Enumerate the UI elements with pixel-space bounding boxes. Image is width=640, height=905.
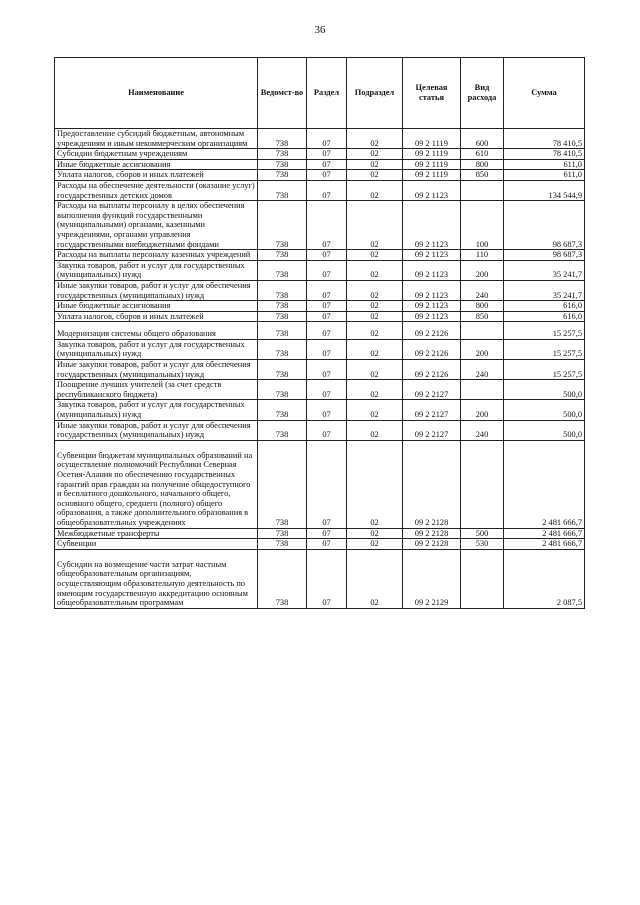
row-section: 07 — [307, 360, 347, 380]
row-target-article: 09 2 2129 — [403, 549, 461, 608]
row-expense-type: 800 — [461, 301, 504, 312]
row-amount: 78 410,5 — [504, 149, 585, 160]
row-section: 07 — [307, 380, 347, 400]
table-row — [55, 159, 585, 170]
row-name: Иные закупки товаров, работ и услуг для обеспечения государственных (муниципальных) нужд — [55, 280, 258, 300]
row-target-article: 09 2 2126 — [403, 322, 461, 340]
row-target-article: 09 2 1119 — [403, 159, 461, 170]
row-department: 738 — [258, 260, 307, 280]
row-expense-type: 500 — [461, 528, 504, 539]
row-expense-type — [461, 180, 504, 200]
row-name: Закупка товаров, работ и услуг для государственных (муниципальных) нужд — [55, 260, 258, 280]
row-name: Иные закупки товаров, работ и услуг для обеспечения государственных (муниципальных) нужд — [55, 360, 258, 380]
table-row — [55, 420, 585, 440]
row-section: 07 — [307, 339, 347, 359]
row-expense-type — [461, 549, 504, 608]
row-section: 07 — [307, 539, 347, 550]
row-target-article: 09 2 1119 — [403, 129, 461, 149]
row-subsection: 02 — [347, 339, 403, 359]
row-target-article: 09 2 2128 — [403, 539, 461, 550]
row-target-article: 09 2 2126 — [403, 360, 461, 380]
row-amount: 78 410,5 — [504, 129, 585, 149]
row-amount: 2 481 666,7 — [504, 539, 585, 550]
row-name: Уплата налогов, сборов и иных платежей — [55, 311, 258, 322]
row-subsection: 02 — [347, 260, 403, 280]
row-amount: 500,0 — [504, 380, 585, 400]
row-amount: 616,0 — [504, 301, 585, 312]
table-row — [55, 380, 585, 400]
header-subsection: Подраздел — [347, 58, 403, 129]
row-name: Расходы на выплаты персоналу в целях обеспечения выполнения функций государственными (муниципальными) органами, казенными учреждениями, органами управления государственными внебюджетными фондами — [55, 201, 258, 250]
row-section: 07 — [307, 400, 347, 420]
row-name: Субвенции — [55, 539, 258, 550]
row-expense-type: 200 — [461, 339, 504, 359]
row-section: 07 — [307, 201, 347, 250]
row-name: Закупка товаров, работ и услуг для государственных (муниципальных) нужд — [55, 339, 258, 359]
table-row — [55, 440, 585, 528]
row-department: 738 — [258, 420, 307, 440]
row-subsection: 02 — [347, 528, 403, 539]
row-department: 738 — [258, 149, 307, 160]
row-department: 738 — [258, 360, 307, 380]
row-section: 07 — [307, 420, 347, 440]
table-row — [55, 129, 585, 149]
table-row — [55, 339, 585, 359]
row-subsection: 02 — [347, 201, 403, 250]
row-section: 07 — [307, 250, 347, 261]
row-subsection: 02 — [347, 549, 403, 608]
row-expense-type: 240 — [461, 280, 504, 300]
row-amount: 2 481 666,7 — [504, 440, 585, 528]
row-subsection: 02 — [347, 170, 403, 181]
row-name: Субвенции бюджетам муниципальных образований на осуществление полномочий Республики Северная Осетия-Алания по обеспечению государственных гарантий прав граждан на получение общедоступного и бесплатного дошкольного, начального общего, основного общего, среднего (полного) общего образования, а также дополнительного образования в общеобразовательных учреждениях — [55, 440, 258, 528]
header-target-article: Целевая статья — [403, 58, 461, 129]
row-department: 738 — [258, 180, 307, 200]
row-department: 738 — [258, 250, 307, 261]
row-name: Поощрение лучших учителей (за счет средств республиканского бюджета) — [55, 380, 258, 400]
row-expense-type: 800 — [461, 159, 504, 170]
row-target-article: 09 2 2128 — [403, 528, 461, 539]
row-department: 738 — [258, 339, 307, 359]
row-expense-type: 110 — [461, 250, 504, 261]
row-amount: 98 687,3 — [504, 201, 585, 250]
row-amount: 134 544,9 — [504, 180, 585, 200]
table-row — [55, 311, 585, 322]
row-department: 738 — [258, 201, 307, 250]
row-section: 07 — [307, 180, 347, 200]
row-section: 07 — [307, 301, 347, 312]
row-amount: 500,0 — [504, 400, 585, 420]
row-amount: 2 481 666,7 — [504, 528, 585, 539]
row-subsection: 02 — [347, 380, 403, 400]
row-name: Иные бюджетные ассигнования — [55, 301, 258, 312]
row-amount: 611,0 — [504, 170, 585, 181]
row-expense-type: 100 — [461, 201, 504, 250]
row-section: 07 — [307, 280, 347, 300]
row-amount: 611,0 — [504, 159, 585, 170]
row-subsection: 02 — [347, 149, 403, 160]
row-subsection: 02 — [347, 440, 403, 528]
row-name: Межбюджетные трансферты — [55, 528, 258, 539]
page-number: 36 — [314, 24, 326, 36]
row-section: 07 — [307, 549, 347, 608]
row-section: 07 — [307, 159, 347, 170]
budget-table — [54, 57, 585, 609]
row-target-article: 09 2 2128 — [403, 440, 461, 528]
header-name: Наименование — [55, 58, 258, 129]
row-department: 738 — [258, 129, 307, 149]
row-target-article: 09 2 2127 — [403, 400, 461, 420]
row-subsection: 02 — [347, 322, 403, 340]
row-department: 738 — [258, 400, 307, 420]
row-amount: 2 087,5 — [504, 549, 585, 608]
row-subsection: 02 — [347, 159, 403, 170]
row-name: Иные бюджетные ассигнования — [55, 159, 258, 170]
row-expense-type: 200 — [461, 260, 504, 280]
table-row — [55, 180, 585, 200]
row-expense-type: 240 — [461, 420, 504, 440]
row-department: 738 — [258, 301, 307, 312]
row-expense-type: 850 — [461, 311, 504, 322]
row-target-article: 09 2 1119 — [403, 149, 461, 160]
row-subsection: 02 — [347, 360, 403, 380]
row-department: 738 — [258, 322, 307, 340]
row-department: 738 — [258, 380, 307, 400]
row-department: 738 — [258, 440, 307, 528]
table-row — [55, 201, 585, 250]
row-expense-type: 610 — [461, 149, 504, 160]
row-name: Расходы на выплаты персоналу казенных учреждений — [55, 250, 258, 261]
row-subsection: 02 — [347, 180, 403, 200]
table-row — [55, 260, 585, 280]
table-row — [55, 400, 585, 420]
row-subsection: 02 — [347, 400, 403, 420]
row-name: Субсидии бюджетным учреждениям — [55, 149, 258, 160]
row-target-article: 09 2 1123 — [403, 301, 461, 312]
header-section: Раздел — [307, 58, 347, 129]
row-target-article: 09 2 2127 — [403, 420, 461, 440]
row-target-article: 09 2 1123 — [403, 311, 461, 322]
row-amount: 15 257,5 — [504, 339, 585, 359]
row-subsection: 02 — [347, 280, 403, 300]
row-expense-type — [461, 380, 504, 400]
table-row — [55, 539, 585, 550]
row-subsection: 02 — [347, 539, 403, 550]
row-department: 738 — [258, 311, 307, 322]
row-amount: 15 257,5 — [504, 322, 585, 340]
row-name: Уплата налогов, сборов и иных платежей — [55, 170, 258, 181]
row-expense-type: 200 — [461, 400, 504, 420]
row-subsection: 02 — [347, 129, 403, 149]
row-department: 738 — [258, 280, 307, 300]
row-expense-type — [461, 322, 504, 340]
row-section: 07 — [307, 440, 347, 528]
row-target-article: 09 2 1123 — [403, 260, 461, 280]
row-amount: 15 257,5 — [504, 360, 585, 380]
header-expense-type: Вид расхода — [461, 58, 504, 129]
row-target-article: 09 2 1123 — [403, 280, 461, 300]
row-department: 738 — [258, 170, 307, 181]
row-target-article: 09 2 2126 — [403, 339, 461, 359]
row-section: 07 — [307, 311, 347, 322]
row-expense-type: 240 — [461, 360, 504, 380]
row-amount: 500,0 — [504, 420, 585, 440]
row-expense-type — [461, 440, 504, 528]
row-department: 738 — [258, 549, 307, 608]
row-department: 738 — [258, 528, 307, 539]
row-subsection: 02 — [347, 420, 403, 440]
row-name: Модернизация системы общего образования — [55, 322, 258, 340]
row-target-article: 09 2 1119 — [403, 170, 461, 181]
row-target-article: 09 2 1123 — [403, 180, 461, 200]
row-amount: 616,0 — [504, 311, 585, 322]
row-expense-type: 850 — [461, 170, 504, 181]
row-name: Предоставление субсидий бюджетным, автономным учреждениям и иным некоммерческим организациям — [55, 129, 258, 149]
table-row — [55, 322, 585, 340]
row-name: Расходы на обеспечение деятельности (оказание услуг) государственных детских домов — [55, 180, 258, 200]
row-subsection: 02 — [347, 311, 403, 322]
row-target-article: 09 2 1123 — [403, 201, 461, 250]
row-target-article: 09 2 2127 — [403, 380, 461, 400]
row-section: 07 — [307, 322, 347, 340]
row-section: 07 — [307, 260, 347, 280]
row-section: 07 — [307, 528, 347, 539]
row-name: Иные закупки товаров, работ и услуг для обеспечения государственных (муниципальных) нужд — [55, 420, 258, 440]
row-name: Закупка товаров, работ и услуг для государственных (муниципальных) нужд — [55, 400, 258, 420]
row-subsection: 02 — [347, 250, 403, 261]
table-header-row — [55, 58, 585, 129]
table-row — [55, 250, 585, 261]
table-row — [55, 360, 585, 380]
header-amount: Сумма — [504, 58, 585, 129]
row-section: 07 — [307, 129, 347, 149]
row-name: Субсидии на возмещение части затрат частным общеобразовательным организациям, осуществляющим образовательную деятельность по имеющим государственную аккредитацию основным общеобразовательным программам — [55, 549, 258, 608]
row-amount: 98 687,3 — [504, 250, 585, 261]
table-row — [55, 170, 585, 181]
row-department: 738 — [258, 539, 307, 550]
table-row — [55, 301, 585, 312]
table-row — [55, 549, 585, 608]
row-target-article: 09 2 1123 — [403, 250, 461, 261]
row-amount: 35 241,7 — [504, 260, 585, 280]
row-section: 07 — [307, 170, 347, 181]
row-expense-type: 600 — [461, 129, 504, 149]
row-department: 738 — [258, 159, 307, 170]
table-row — [55, 149, 585, 160]
header-department: Ведомст-во — [258, 58, 307, 129]
row-subsection: 02 — [347, 301, 403, 312]
table-row — [55, 280, 585, 300]
table-row — [55, 528, 585, 539]
row-amount: 35 241,7 — [504, 280, 585, 300]
row-expense-type: 530 — [461, 539, 504, 550]
row-section: 07 — [307, 149, 347, 160]
